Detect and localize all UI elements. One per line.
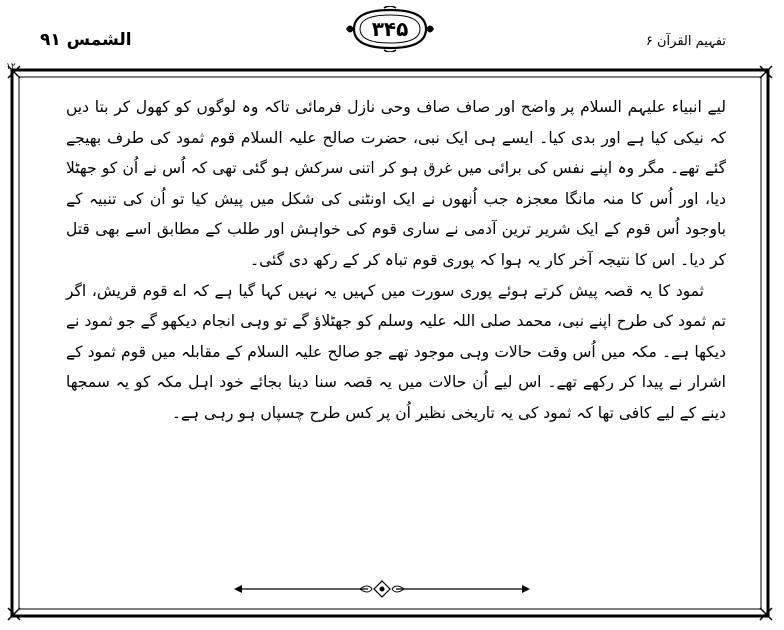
page-number: ۳۴۵: [371, 17, 409, 41]
page-number-badge: [344, 6, 436, 52]
margin-mark: ۱۲: [6, 62, 16, 72]
paragraph: ثمود کا یہ قصہ پیش کرتے ہوئے پوری سورت میں کہیں یہ نہیں کہا گیا ہے کہ اے قوم قریش، اگر تم ثمود کی طرح اپنے نبی، محمد صلی اللہ علیہ وسلم کو جھٹلاؤ گے تو وہی انجام دیکھو گے جو ثمود نے دیکھا ہے۔ مکہ میں اُس وقت حالات وہی موجود تھے جو صالح علیہ السلام کے مقابلہ میں قوم ثمود کے اشرار نے پیدا کر رکھے تھے۔ اس لیے اُن حالات میں یہ قصہ سنا دینا بجائے خود اہل مکہ کو یہ سمجھا دینے کے لیے کافی تھا کہ ثمود کی یہ تاریخی نظیر اُن پر کس طرح چسپاں ہو رہی ہے۔: [66, 281, 726, 422]
book-title: تفہیم القرآن ۶: [645, 34, 726, 49]
paragraph: لیے انبیاء علیہم السلام پر واضح اور صاف صاف وحی نازل فرمائی تاکہ وہ لوگوں کو کھول کر بتا دیں کہ نیکی کیا ہے اور بدی کیا۔ ایسے ہی ایک نبی، حضرت صالح علیہ السلام قوم ثمود کی طرف بھیجے گئے تھے۔ مگر وہ اپنے نفس کی برائی میں غرق ہو کر اتنی سرکش ہو گئی تھی کہ اُس نے اُن کو جھٹلا دیا، اور اُس کا منہ مانگا معجزہ جب اُنھوں نے ایک اونٹنی کی شکل میں پیش کیا تو اُن کی تنبیہ کے باوجود اُس قوم کے ایک شریر ترین آدمی نے ساری قوم کی خواہش اور طلب کے مطابق اسے بھی قتل کر دیا۔ اس کا نتیجہ آخر کار یہ ہوا کہ پوری قوم تباہ کر کے رکھ دی گئی۔: [66, 98, 726, 269]
surah-label: الشمس ۹۱: [40, 30, 132, 50]
divider-ornament-icon: [232, 580, 532, 598]
body-text: [66, 92, 726, 429]
